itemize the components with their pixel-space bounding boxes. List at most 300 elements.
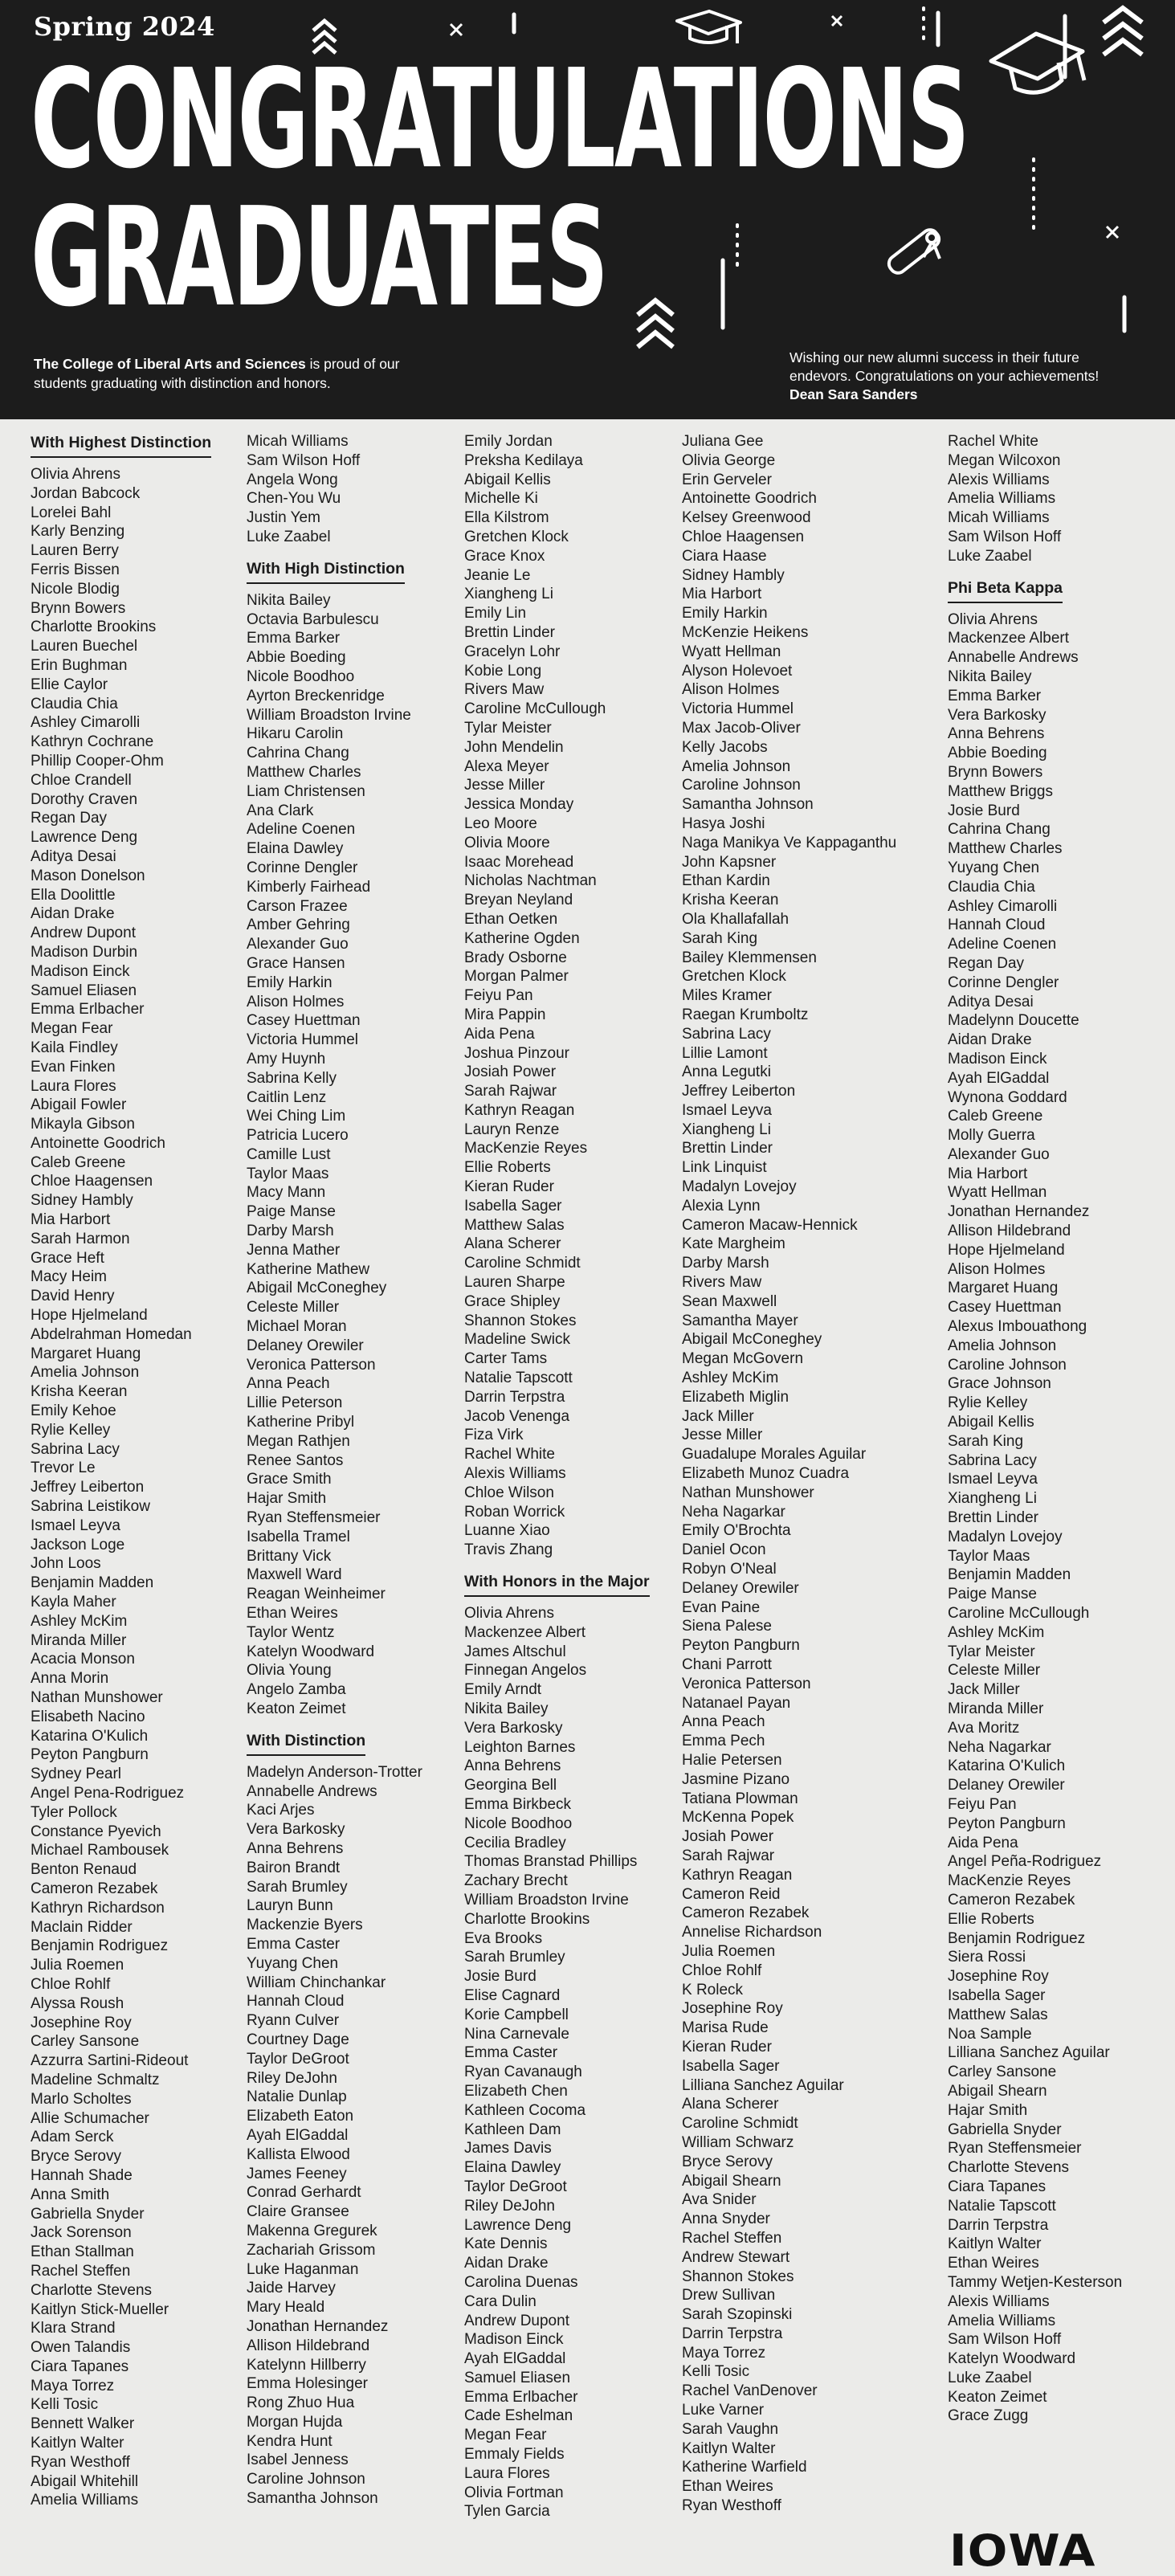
graduate-name: Veronica Patterson xyxy=(247,1356,376,1374)
graduate-name: Constance Pyevich xyxy=(31,1823,161,1840)
graduate-name: Sidney Hambly xyxy=(31,1192,133,1210)
graduate-name: Mackenzie Byers xyxy=(247,1917,363,1934)
graduate-name: Guadalupe Morales Aguilar xyxy=(682,1446,867,1464)
name-list xyxy=(948,610,1165,2427)
graduate-name: Brettin Linder xyxy=(682,1140,773,1157)
graduate-name: Emily O'Brochta xyxy=(682,1522,791,1540)
graduate-name: Caroline Johnson xyxy=(682,777,801,794)
graduate-name: Wynona Goddard xyxy=(948,1088,1067,1106)
graduate-name: Allison Hildebrand xyxy=(247,2337,370,2354)
graduate-name: Ola Khallafallah xyxy=(682,910,789,928)
graduate-name: Antoinette Goodrich xyxy=(31,1134,165,1152)
graduate-name: Shannon Stokes xyxy=(464,1312,577,1329)
graduate-name: MacKenzie Reyes xyxy=(948,1872,1071,1890)
graduate-name: Cade Eshelman xyxy=(464,2407,573,2425)
graduate-name: Amelia Williams xyxy=(948,490,1056,508)
graduate-name: Charlotte Brookins xyxy=(464,1910,590,1928)
graduate-name: Naga Manikya Ve Kappaganthu xyxy=(682,834,897,851)
section-highest-distinction-cont xyxy=(247,432,443,547)
graduate-name: Neha Nagarkar xyxy=(948,1738,1051,1756)
headline-graduates: GRADUATES xyxy=(31,178,607,337)
graduate-name: Alison Holmes xyxy=(682,681,780,699)
graduate-name: Jenna Mather xyxy=(247,1241,341,1259)
graduate-name: Megan McGovern xyxy=(682,1350,804,1368)
graduate-name: Erin Gerveler xyxy=(682,471,772,488)
graduate-name: Chen-You Wu xyxy=(247,490,341,508)
graduate-name: Cameron Reid xyxy=(682,1885,781,1903)
graduate-name: Dorothy Craven xyxy=(31,790,138,808)
graduate-name: Megan Wilcoxon xyxy=(948,451,1061,469)
graduate-name: Jack Sorenson xyxy=(31,2224,132,2242)
graduate-name: Caleb Greene xyxy=(31,1153,126,1171)
graduate-name: Feiyu Pan xyxy=(464,987,533,1005)
graduate-name: Robyn O'Neal xyxy=(682,1561,777,1578)
graduation-cap-icon xyxy=(991,34,1084,92)
graduate-name: Kieran Ruder xyxy=(464,1178,554,1196)
graduate-name: Hajar Smith xyxy=(247,1490,327,1508)
graduate-name: Lauren Buechel xyxy=(31,638,138,655)
graduate-name: Gracelyn Lohr xyxy=(464,643,561,660)
graduate-name: Korie Campbell xyxy=(464,2006,569,2023)
graduate-name: Riley DeJohn xyxy=(464,2197,555,2215)
graduate-name: Zachariah Grissom xyxy=(247,2241,376,2259)
graduate-name: Kelsey Greenwood xyxy=(682,509,811,527)
graduate-name: Alexander Guo xyxy=(948,1145,1050,1163)
graduate-name: Sidney Hambly xyxy=(682,566,785,584)
graduate-name: Maya Torrez xyxy=(31,2377,115,2394)
graduate-name: Sabrina Leistikow xyxy=(31,1498,150,1516)
graduate-name: Makenna Gregurek xyxy=(247,2222,377,2239)
graduate-name: Luke Zaabel xyxy=(948,2369,1032,2386)
graduate-name: Emily Kehoe xyxy=(31,1402,116,1420)
graduate-name: Sabrina Lacy xyxy=(682,1025,771,1043)
graduate-name: Nikita Bailey xyxy=(948,667,1032,685)
graduate-name: Gabriella Snyder xyxy=(948,2121,1062,2138)
graduate-name: Madison Durbin xyxy=(31,943,138,961)
graduate-name: Ella Doolittle xyxy=(31,886,116,904)
graduate-name: Lillie Lamont xyxy=(682,1044,768,1062)
graduate-name: Ismael Leyva xyxy=(31,1517,120,1534)
graduate-name: Anna Behrens xyxy=(464,1757,561,1775)
graduate-name: Kathleen Cocoma xyxy=(464,2101,586,2119)
graduate-name: Josie Burd xyxy=(464,1968,537,1986)
graduate-name: Emma Caster xyxy=(464,2044,558,2062)
graduate-name: Celeste Miller xyxy=(948,1662,1041,1680)
graduate-name: Cameron Rezabek xyxy=(682,1904,810,1922)
graduate-name: Amelia Williams xyxy=(31,2492,139,2509)
graduate-name: Samuel Eliasen xyxy=(31,982,137,999)
graduate-name: Nathan Munshower xyxy=(682,1484,814,1501)
graduate-name: Ava Snider xyxy=(682,2191,757,2209)
graduate-name: Mackenzee Albert xyxy=(948,630,1070,647)
section-title: With Distinction xyxy=(247,1730,365,1756)
graduate-name: Olivia Ahrens xyxy=(31,466,120,483)
graduate-name: Abigail Fowler xyxy=(31,1096,127,1114)
graduate-name: Peyton Pangburn xyxy=(31,1746,149,1764)
graduate-name: Abigail Kellis xyxy=(948,1414,1034,1431)
graduate-name: Amelia Williams xyxy=(948,2312,1056,2329)
graduate-name: Natalie Dunlap xyxy=(247,2088,347,2106)
graduate-name: Grace Heft xyxy=(31,1249,104,1267)
graduate-name: Taylor Wentz xyxy=(247,1623,335,1641)
graduate-name: Wei Ching Lim xyxy=(247,1108,346,1125)
graduate-name: Isabel Jenness xyxy=(247,2451,349,2469)
graduate-name: Ryan Westhoff xyxy=(31,2453,130,2471)
graduate-name: Megan Rathjen xyxy=(247,1432,350,1450)
graduate-name: Luke Zaabel xyxy=(948,547,1032,565)
graduate-name: Kallista Elwood xyxy=(247,2145,350,2163)
graduate-name: William Schwarz xyxy=(682,2133,794,2151)
graduate-name: Margaret Huang xyxy=(948,1280,1059,1297)
graduate-name: Ayrton Breckenridge xyxy=(247,687,385,704)
graduate-name: Andrew Dupont xyxy=(31,925,136,942)
graduate-name: Jonathan Hernandez xyxy=(948,1203,1090,1221)
graduate-name: Alana Scherer xyxy=(682,2096,779,2113)
graduate-name: Roban Worrick xyxy=(464,1503,565,1521)
graduate-name: Kathryn Reagan xyxy=(464,1101,575,1119)
graduate-name: Bennett Walker xyxy=(31,2415,135,2433)
graduate-name: Acacia Monson xyxy=(31,1651,135,1668)
name-list xyxy=(247,432,443,547)
graduate-name: Ashley Cimarolli xyxy=(31,714,141,732)
graduate-name: Kayla Maher xyxy=(31,1594,116,1611)
graduate-name: Celeste Miller xyxy=(247,1299,340,1317)
graduate-name: McKenna Popek xyxy=(682,1809,794,1827)
graduate-name: Lawrence Deng xyxy=(464,2216,572,2234)
graduate-name: Lauren Sharpe xyxy=(464,1274,565,1292)
graduate-name: Samantha Mayer xyxy=(682,1312,798,1329)
graduate-name: Keaton Zeimet xyxy=(948,2388,1047,2406)
graduate-name: Josiah Power xyxy=(682,1828,774,1846)
graduate-name: Wyatt Hellman xyxy=(948,1184,1047,1202)
section-distinction-cont xyxy=(464,432,665,1560)
graduate-name: Mia Harbort xyxy=(948,1165,1028,1182)
graduate-name: Abigail McConeghey xyxy=(247,1280,387,1297)
section-phi-beta-kappa xyxy=(948,578,1165,2427)
graduate-name: Katherine Pribyl xyxy=(247,1414,355,1431)
graduate-name: John Mendelin xyxy=(464,738,564,756)
graduate-name: Emily Jordan xyxy=(464,433,553,450)
graduate-name: Veronica Patterson xyxy=(682,1675,811,1692)
chevron-up-icon xyxy=(638,300,673,347)
graduate-name: Jackson Loge xyxy=(31,1536,125,1553)
graduate-name: Claire Gransee xyxy=(247,2203,349,2221)
graduate-name: Chloe Haagensen xyxy=(31,1173,153,1190)
chevron-up-icon xyxy=(1104,8,1142,55)
graduate-name: Brady Osborne xyxy=(464,949,567,966)
graduate-name: Sarah Szopinski xyxy=(682,2306,793,2324)
graduate-name: Bryce Serovy xyxy=(682,2153,773,2170)
graduate-name: Elizabeth Munoz Cuadra xyxy=(682,1465,850,1483)
graduate-name: Kathryn Richardson xyxy=(31,1899,165,1917)
graduate-name: Ciara Tapanes xyxy=(948,2178,1046,2195)
graduate-name: Feiyu Pan xyxy=(948,1795,1017,1813)
graduate-name: Shannon Stokes xyxy=(682,2268,794,2285)
graduate-name: Samantha Johnson xyxy=(247,2490,378,2508)
section-title: With High Distinction xyxy=(247,558,405,584)
graduate-name: Jacob Venenga xyxy=(464,1407,570,1425)
graduate-name: Ethan Stallman xyxy=(31,2243,134,2261)
graduate-name: Chloe Crandell xyxy=(31,771,132,789)
graduate-name: Isaac Morehead xyxy=(464,853,574,871)
graduate-name: Morgan Hujda xyxy=(247,2413,343,2431)
graduate-name: Trevor Le xyxy=(31,1459,96,1477)
graduate-name: Caroline Johnson xyxy=(948,1356,1067,1374)
graduate-name: Karly Benzing xyxy=(31,523,125,541)
graduate-name: Sabrina Lacy xyxy=(31,1440,120,1458)
graduate-name: Kaitlyn Walter xyxy=(948,2235,1042,2253)
graduate-name: Cahrina Chang xyxy=(948,821,1051,839)
graduate-name: Klara Strand xyxy=(31,2320,116,2337)
graduate-name: Jack Miller xyxy=(948,1681,1020,1699)
graduate-name: Alexus Imbouathong xyxy=(948,1318,1087,1336)
graduate-name: Jessica Monday xyxy=(464,796,574,814)
graduate-name: Taylor Maas xyxy=(247,1165,329,1182)
graduate-name: Chloe Rohlf xyxy=(682,1962,762,1979)
graduate-name: Carley Sansone xyxy=(948,2064,1057,2081)
graduate-name: Peyton Pangburn xyxy=(948,1815,1066,1832)
graduate-name: Mikayla Gibson xyxy=(31,1116,135,1133)
graduate-name: Rachel VanDenover xyxy=(682,2382,818,2400)
graduate-name: Link Linquist xyxy=(682,1159,767,1177)
graduate-name: Chani Parrott xyxy=(682,1656,772,1673)
graduate-name: Aida Pena xyxy=(464,1025,535,1043)
graduate-name: Grace Zugg xyxy=(948,2407,1029,2425)
graduate-name: Lillie Peterson xyxy=(247,1394,343,1412)
graduate-name: Kaitlyn Stick-Mueller xyxy=(31,2300,169,2318)
graduate-name: Thomas Branstad Phillips xyxy=(464,1853,638,1871)
graduate-name: Anna Morin xyxy=(31,1670,109,1688)
graduate-name: Kate Margheim xyxy=(682,1235,785,1253)
graduate-name: Sarah King xyxy=(948,1432,1024,1450)
graduate-name: Rachel Steffen xyxy=(682,2229,782,2247)
graduate-name: Morgan Palmer xyxy=(464,968,569,986)
graduate-name: Grace Hansen xyxy=(247,954,345,972)
graduate-name: Anna Peach xyxy=(247,1375,330,1393)
graduate-name: Hajar Smith xyxy=(948,2101,1028,2119)
graduate-name: Hasya Joshi xyxy=(682,814,765,832)
graduate-name: Samuel Eliasen xyxy=(464,2369,571,2386)
graduate-name: Gretchen Klock xyxy=(464,528,569,545)
graduate-name: Abigail Whitehill xyxy=(31,2472,139,2490)
graduate-name: Andrew Dupont xyxy=(464,2312,569,2329)
graduate-name: Megan Fear xyxy=(31,1020,113,1038)
graduate-name: Alyson Holevoet xyxy=(682,662,793,680)
graduate-name: Anna Legutki xyxy=(682,1063,771,1081)
graduate-name: Kathleen Dam xyxy=(464,2121,561,2138)
graduate-name: Ismael Leyva xyxy=(948,1471,1038,1488)
graduate-name: Brettin Linder xyxy=(948,1509,1039,1527)
graduate-name: Olivia Ahrens xyxy=(464,1605,554,1623)
graduate-name: Katelyn Woodward xyxy=(247,1643,375,1660)
graduate-name: Olivia Ahrens xyxy=(948,610,1038,628)
graduate-name: Emma Holesinger xyxy=(247,2375,368,2393)
graduate-name: Alexander Guo xyxy=(247,936,349,953)
graduate-name: Siera Rossi xyxy=(948,1949,1026,1966)
graduate-name: Ethan Weires xyxy=(948,2255,1039,2272)
graduate-name: Rachel Steffen xyxy=(31,2262,131,2280)
graduate-name: Leo Moore xyxy=(464,814,537,832)
graduate-name: Benjamin Madden xyxy=(31,1574,154,1592)
graduate-name: Caleb Greene xyxy=(948,1108,1043,1125)
graduate-name: Kaitlyn Walter xyxy=(682,2439,776,2457)
graduate-name: Abigail McConeghey xyxy=(682,1331,822,1349)
graduate-name: Ayah ElGaddal xyxy=(464,2350,566,2368)
graduate-name: Kate Dennis xyxy=(464,2235,548,2253)
graduate-name: Sam Wilson Hoff xyxy=(948,528,1062,545)
graduate-name: Hannah Shade xyxy=(31,2166,133,2184)
graduate-name: Kelli Tosic xyxy=(682,2363,750,2381)
graduate-name: Miles Kramer xyxy=(682,987,772,1005)
graduate-name: Erin Bughman xyxy=(31,656,128,674)
name-list xyxy=(31,465,219,2510)
graduate-name: Olivia Young xyxy=(247,1662,332,1680)
graduate-name: Darby Marsh xyxy=(247,1223,334,1240)
graduate-name: Margaret Huang xyxy=(31,1345,141,1362)
graduate-name: Michelle Ki xyxy=(464,490,538,508)
graduate-name: Bailey Klemmensen xyxy=(682,949,817,966)
graduate-name: Elizabeth Miglin xyxy=(682,1388,789,1406)
graduate-name: Abigail Shearn xyxy=(682,2172,781,2190)
graduate-name: Lauren Berry xyxy=(31,542,119,560)
graduate-name: Jesse Miller xyxy=(682,1427,763,1444)
graduate-name: Laura Flores xyxy=(31,1077,116,1095)
graduate-name: Finnegan Angelos xyxy=(464,1662,587,1680)
graduate-name: Isabella Sager xyxy=(948,1986,1046,2004)
graduate-name: Regan Day xyxy=(948,954,1025,972)
graduate-name: Abigail Kellis xyxy=(464,471,551,488)
graduate-name: Josephine Roy xyxy=(682,2000,783,2018)
graduate-name: Rong Zhuo Hua xyxy=(247,2394,355,2412)
graduate-name: Noa Sample xyxy=(948,2025,1032,2043)
graduate-name: Brynn Bowers xyxy=(948,763,1043,781)
graduate-name: Taylor DeGroot xyxy=(464,2178,567,2195)
graduate-name: Courtney Dage xyxy=(247,2031,349,2048)
column-3 xyxy=(464,432,665,2533)
intro-text xyxy=(34,354,451,393)
graduate-name: Phillip Cooper-Ohm xyxy=(31,752,164,770)
graduate-name: Charlotte Stevens xyxy=(31,2281,153,2299)
graduate-name: Max Jacob-Oliver xyxy=(682,719,801,737)
column-2 xyxy=(247,432,443,2520)
graduate-name: Carolina Duenas xyxy=(464,2273,578,2291)
graduate-name: Cameron Rezabek xyxy=(948,1891,1075,1909)
graduate-name: Krisha Keeran xyxy=(31,1383,128,1401)
graduate-name: Amy Huynh xyxy=(247,1050,326,1068)
graduate-name: Emma Pech xyxy=(682,1733,765,1750)
graduate-name: Vera Barkosky xyxy=(948,706,1046,724)
graduate-name: Adeline Coenen xyxy=(247,821,356,839)
graduate-name: Travis Zhang xyxy=(464,1541,553,1559)
graduate-name: Gabriella Snyder xyxy=(31,2205,145,2223)
graduate-name: Luke Haganman xyxy=(247,2260,359,2278)
graduate-name: Taylor Maas xyxy=(948,1547,1030,1565)
graduate-name: Aditya Desai xyxy=(31,847,116,865)
graduate-name: Jeffrey Leiberton xyxy=(682,1083,796,1100)
graduate-name: Emma Birkbeck xyxy=(464,1795,572,1813)
graduate-name: Regan Day xyxy=(31,810,108,827)
graduate-name: Corinne Dengler xyxy=(247,859,358,876)
graduate-name: Ashley McKim xyxy=(948,1623,1045,1641)
headline-congratulations: CONGRATULATIONS xyxy=(31,40,969,199)
graduate-name: Ferris Bissen xyxy=(31,561,120,578)
graduate-name: Miranda Miller xyxy=(31,1631,127,1649)
graduate-name: Rylie Kelley xyxy=(31,1421,111,1439)
graduate-name: Delaney Orewiler xyxy=(682,1579,799,1597)
section-honors-major-cont xyxy=(682,432,908,2516)
graduate-name: Matthew Charles xyxy=(247,763,361,781)
graduate-name: Liam Christensen xyxy=(247,782,365,800)
graduate-name: Angel Peña-Rodriguez xyxy=(948,1853,1102,1871)
graduate-name: James Davis xyxy=(464,2140,552,2158)
graduate-name: James Feeney xyxy=(247,2165,347,2182)
graduate-name: Alison Holmes xyxy=(247,993,345,1010)
graduate-name: Madalyn Lovejoy xyxy=(682,1178,797,1196)
graduate-name: Aidan Drake xyxy=(948,1031,1032,1049)
graduate-name: Benjamin Rodriguez xyxy=(948,1929,1086,1947)
graduate-name: Matthew Salas xyxy=(464,1216,565,1234)
graduate-name: Brynn Bowers xyxy=(31,599,126,617)
section-honors-major-cont-2 xyxy=(948,432,1165,566)
graduate-name: Camille Lust xyxy=(247,1145,331,1163)
graduate-name: Anna Behrens xyxy=(948,725,1045,743)
graduate-name: Madeline Schmaltz xyxy=(31,2071,160,2088)
graduate-name: Emma Barker xyxy=(247,630,341,647)
graduate-name: Matthew Salas xyxy=(948,2006,1048,2023)
graduate-name: Carter Tams xyxy=(464,1350,548,1368)
graduate-name: Grace Knox xyxy=(464,547,545,565)
graduate-name: Natalie Tapscott xyxy=(464,1370,573,1387)
graduate-name: Rivers Maw xyxy=(682,1274,762,1292)
column-1 xyxy=(31,432,219,2521)
graduate-name: Darrin Terpstra xyxy=(948,2216,1049,2234)
graduate-name: Josie Burd xyxy=(948,802,1020,819)
graduate-name: Cahrina Chang xyxy=(247,745,349,762)
graduate-name: Eva Brooks xyxy=(464,1929,543,1947)
graduate-name: Casey Huettman xyxy=(247,1012,361,1030)
graduate-name: Emily Lin xyxy=(464,605,527,623)
graduate-name: Grace Johnson xyxy=(948,1375,1051,1393)
graduate-name: Kelli Tosic xyxy=(31,2396,99,2414)
graduate-name: Katelyn Woodward xyxy=(948,2350,1076,2368)
graduate-name: Mackenzee Albert xyxy=(464,1623,586,1641)
graduate-name: Octavia Barbulescu xyxy=(247,610,379,628)
graduate-name: Amelia Johnson xyxy=(948,1337,1057,1354)
graduate-name: Olivia Fortman xyxy=(464,2484,564,2501)
graduate-name: Megan Fear xyxy=(464,2427,547,2444)
graduate-name: Kaila Findley xyxy=(31,1039,118,1056)
wish-text: Wishing our new alumni success in their future endevors. Congratulations on your achievements! xyxy=(789,349,1100,384)
graduate-name: K Roleck xyxy=(682,1981,744,1998)
graduate-name: Tyler Pollock xyxy=(31,1803,117,1821)
graduate-name: Victoria Hummel xyxy=(247,1031,359,1049)
graduate-name: Ciara Tapanes xyxy=(31,2358,129,2375)
graduate-name: Charlotte Brookins xyxy=(31,618,157,636)
graduate-name: Olivia Moore xyxy=(464,834,550,851)
graduate-name: Owen Talandis xyxy=(31,2339,131,2357)
graduate-name: Amber Gehring xyxy=(247,917,350,934)
graduate-name: Michael Moran xyxy=(247,1318,347,1336)
graduate-name: Alyssa Roush xyxy=(31,1994,124,2012)
graduate-name: Raegan Krumboltz xyxy=(682,1006,809,1023)
graduate-name: Xiangheng Li xyxy=(682,1121,771,1138)
graduate-name: Katarina O'Kulich xyxy=(31,1727,149,1745)
graduate-name: Wyatt Hellman xyxy=(682,643,781,660)
graduate-name: Yuyang Chen xyxy=(948,859,1040,876)
graduate-name: Nikita Bailey xyxy=(464,1700,549,1717)
graduate-name: Preksha Kedilaya xyxy=(464,451,583,469)
section-title: Phi Beta Kappa xyxy=(948,578,1063,603)
